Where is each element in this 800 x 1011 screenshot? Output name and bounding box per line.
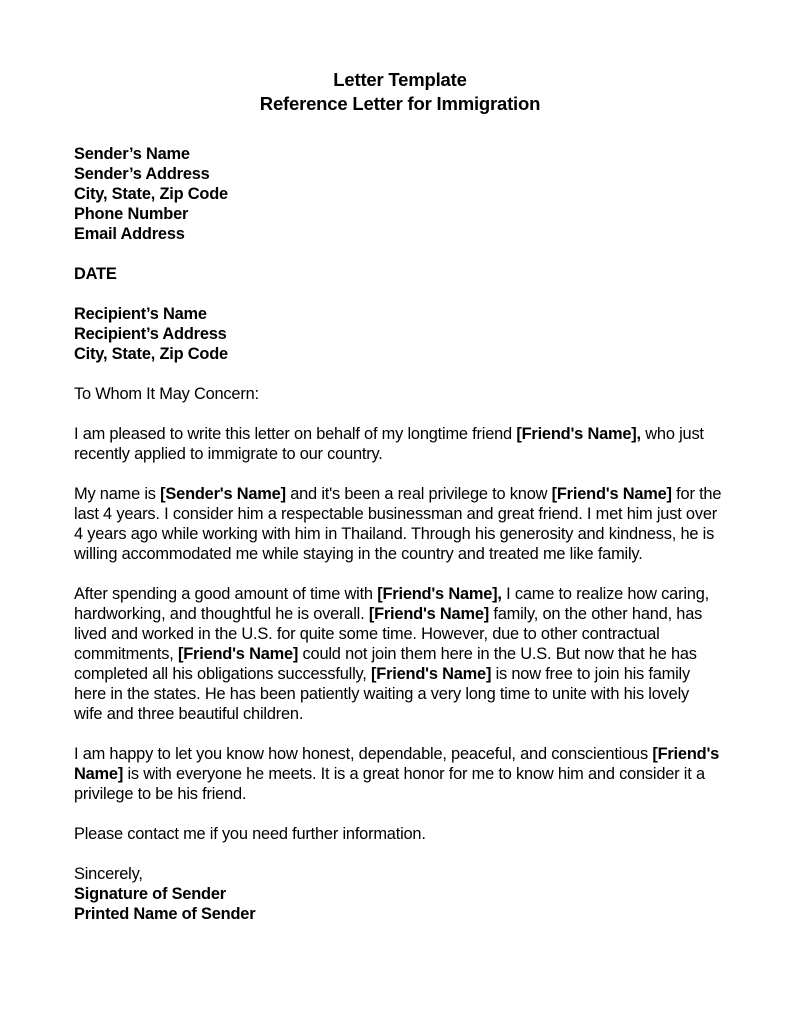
- paragraph-line: Please contact me if you need further information.: [74, 825, 426, 843]
- friend-name-placeholder: Name]: [74, 765, 124, 783]
- sender-address: Sender’s Address: [74, 165, 210, 183]
- paragraph-line: [74, 664, 734, 684]
- paragraph-line: [74, 484, 734, 504]
- text-run: family, on the other hand, has: [489, 605, 703, 623]
- text-run: is now free to join his family: [491, 665, 690, 683]
- paragraph-line: [74, 604, 734, 624]
- printed-name-line: Printed Name of Sender: [74, 905, 256, 923]
- paragraph-line: [74, 424, 734, 444]
- paragraph-line: lived and worked in the U.S. for quite some time. However, due to other contractual: [74, 625, 660, 643]
- sender-city: City, State, Zip Code: [74, 185, 228, 203]
- letter-title-block: [0, 68, 800, 116]
- friend-name-placeholder: [Friend's Name]: [371, 665, 492, 683]
- paragraph-line: wife and three beautiful children.: [74, 705, 304, 723]
- recipient-city: City, State, Zip Code: [74, 345, 228, 363]
- salutation: [74, 384, 734, 404]
- text-run: is with everyone he meets. It is a great honor for me to know him and consider it a: [123, 765, 705, 783]
- closing-block: [74, 864, 734, 924]
- date-block: [74, 264, 734, 284]
- signature-line: Signature of Sender: [74, 885, 226, 903]
- sender-block: [74, 144, 734, 244]
- text-run: commitments,: [74, 645, 178, 663]
- paragraph-line: last 4 years. I consider him a respectable businessman and great friend. I met him just over: [74, 505, 718, 523]
- recipient-name: Recipient’s Name: [74, 305, 207, 323]
- friend-name-placeholder: [Friend's Name],: [516, 425, 641, 443]
- text-run: My name is: [74, 485, 161, 503]
- paragraph-line: privilege to be his friend.: [74, 785, 247, 803]
- salutation-text: To Whom It May Concern:: [74, 385, 259, 403]
- sender-email: Email Address: [74, 225, 185, 243]
- text-run: and it's been a real privilege to know: [285, 485, 552, 503]
- letter-page: [74, 68, 734, 924]
- page-subtitle: Reference Letter for Immigration: [259, 93, 541, 114]
- text-run: for the: [671, 485, 722, 503]
- text-run: After spending a good amount of time with: [74, 585, 378, 603]
- sender-name: Sender’s Name: [74, 145, 190, 163]
- text-run: hardworking, and thoughtful he is overall.: [74, 605, 369, 623]
- paragraph-1: [74, 424, 734, 464]
- paragraph-line: willing accommodated me while staying in the country and treated me like family.: [74, 545, 643, 563]
- friend-name-placeholder: [Friend's Name]: [551, 485, 672, 503]
- recipient-address: Recipient’s Address: [74, 325, 227, 343]
- text-run: could not join them here in the U.S. But now that he has: [298, 645, 697, 663]
- valediction: Sincerely,: [74, 865, 143, 883]
- paragraph-line: [74, 644, 734, 664]
- paragraph-line: recently applied to immigrate to our country.: [74, 445, 383, 463]
- page-title: Letter Template: [333, 69, 467, 90]
- friend-name-placeholder: [Friend's: [652, 745, 720, 763]
- sender-phone: Phone Number: [74, 205, 189, 223]
- letter-date: DATE: [74, 265, 117, 283]
- paragraph-line: [74, 584, 734, 604]
- paragraph-line: 4 years ago while working with him in Thailand. Through his generosity and kindness, he is: [74, 525, 715, 543]
- friend-name-placeholder: [Friend's Name]: [368, 605, 490, 623]
- friend-name-placeholder: [Friend's Name]: [177, 645, 299, 663]
- text-run: who just: [640, 425, 704, 443]
- paragraph-line: here in the states. He has been patiently waiting a very long time to unite with his lovely: [74, 685, 690, 703]
- paragraph-line: [74, 744, 734, 764]
- paragraph-3: [74, 584, 734, 724]
- text-run: I came to realize how caring,: [501, 585, 709, 603]
- text-run: completed all his obligations successfully,: [74, 665, 372, 683]
- text-run: I am pleased to write this letter on behalf of my longtime friend: [74, 425, 517, 443]
- paragraph-2: [74, 484, 734, 564]
- text-run: I am happy to let you know how honest, dependable, peaceful, and conscientious: [74, 745, 653, 763]
- paragraph-4: [74, 744, 734, 804]
- recipient-block: [74, 304, 734, 364]
- paragraph-5: [74, 824, 734, 844]
- friend-name-placeholder: [Friend's Name],: [377, 585, 502, 603]
- sender-name-placeholder: [Sender's Name]: [160, 485, 286, 503]
- paragraph-line: [74, 764, 734, 784]
